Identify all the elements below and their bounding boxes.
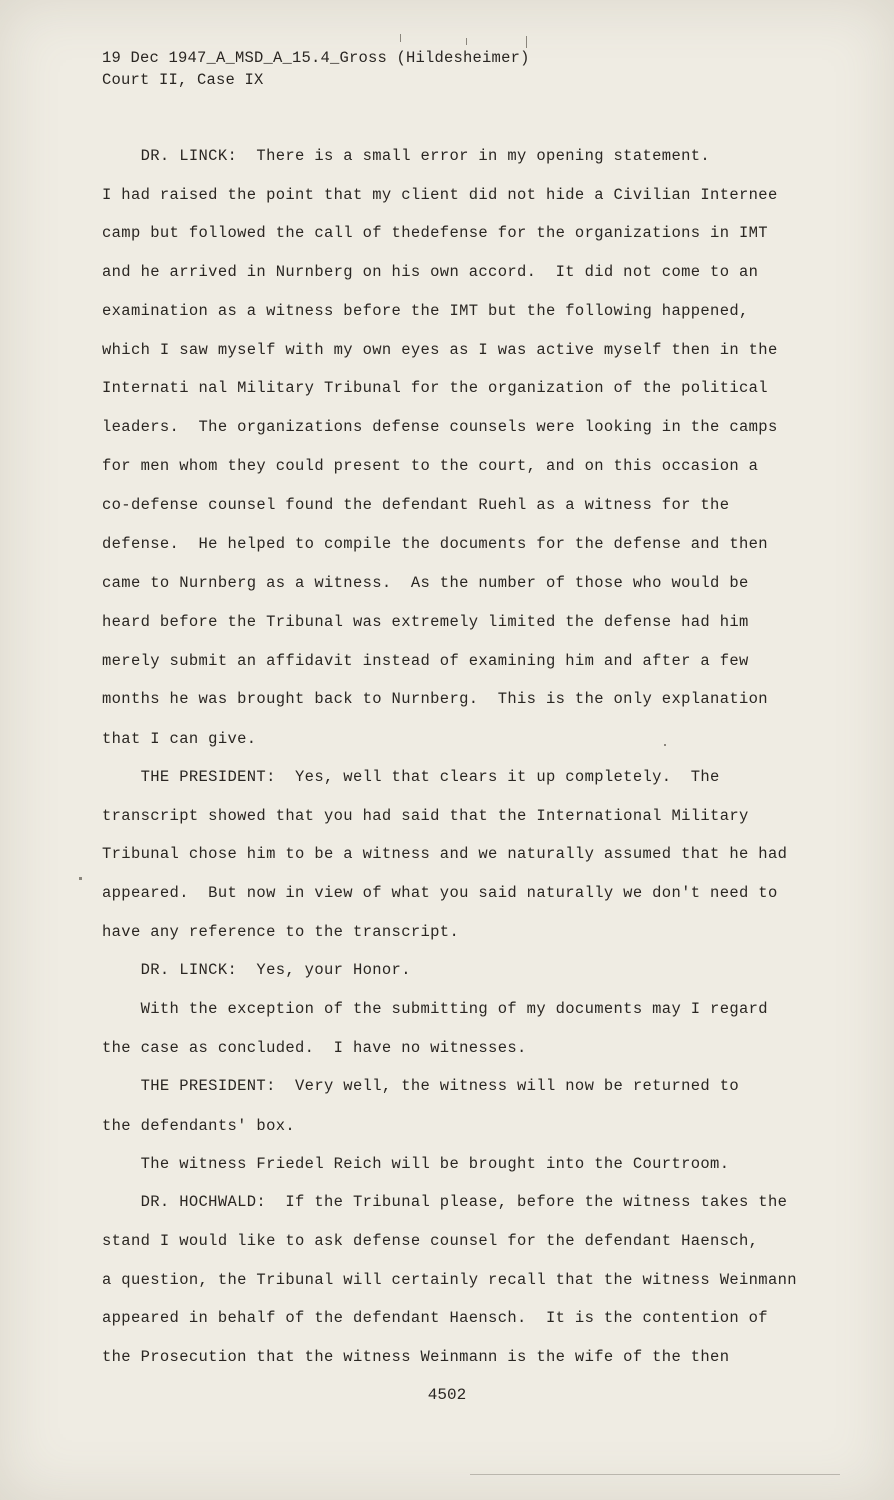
pencil-tick-mark [526,36,527,48]
body-line: stand I would like to ask defense counsel for the defendant Haensch, [102,1232,759,1250]
body-line: the Prosecution that the witness Weinmann is the wife of the then [102,1348,730,1366]
body-line: transcript showed that you had said that the International Military [102,807,749,825]
body-line: THE PRESIDENT: Yes, well that clears it up completely. The [102,768,720,786]
body-line: which I saw myself with my own eyes as I was active myself then in the [102,341,778,359]
body-line: DR. LINCK: Yes, your Honor. [102,961,411,979]
stray-dot-mark [79,877,82,880]
body-line: a question, the Tribunal will certainly recall that the witness Weinmann [102,1271,797,1289]
body-line: merely submit an affidavit instead of examining him and after a few [102,652,749,670]
body-line: camp but followed the call of thedefense for the organizations in IMT [102,224,768,242]
body-line: co-defense counsel found the defendant Ruehl as a witness for the [102,496,730,514]
body-line: DR. LINCK: There is a small error in my opening statement. [102,147,711,165]
body-line: that I can give. [102,730,257,748]
body-line: leaders. The organizations defense counsels were looking in the camps [102,418,778,436]
body-line: for men whom they could present to the court, and on this occasion a [102,457,759,475]
body-line: I had raised the point that my client did not hide a Civilian Internee [102,186,778,204]
body-line: came to Nurnberg as a witness. As the number of those who would be [102,574,749,592]
body-line: defense. He helped to compile the documents for the defense and then [102,535,768,553]
body-line: DR. HOCHWALD: If the Tribunal please, before the witness takes the [102,1193,788,1211]
pencil-tick-mark [400,34,401,42]
body-line: appeared in behalf of the defendant Haensch. It is the contention of [102,1309,768,1327]
body-line: the defendants' box. [102,1117,296,1135]
body-line: The witness Friedel Reich will be brought into the Courtroom. [102,1155,730,1173]
pencil-tick-mark [466,38,467,45]
body-line: THE PRESIDENT: Very well, the witness will now be returned to [102,1077,739,1095]
body-line: months he was brought back to Nurnberg. This is the only explanation [102,690,768,708]
body-line: Internati nal Military Tribunal for the organization of the political [102,379,768,397]
header-court-case: Court II, Case IX [102,71,264,89]
body-line: appeared. But now in view of what you said naturally we don't need to [102,884,778,902]
body-line: the case as concluded. I have no witnesses. [102,1039,527,1057]
body-line: Tribunal chose him to be a witness and we naturally assumed that he had [102,845,788,863]
body-line: examination as a witness before the IMT but the following happened, [102,302,749,320]
body-line: With the exception of the submitting of my documents may I regard [102,1000,768,1018]
header-reference: 19 Dec 1947_A_MSD_A_15.4_Gross (Hildesheimer) [102,49,530,67]
body-line: have any reference to the transcript. [102,923,460,941]
stray-dot-mark [664,744,666,746]
body-line: and he arrived in Nurnberg on his own accord. It did not come to an [102,263,759,281]
body-line: heard before the Tribunal was extremely limited the defense had him [102,613,749,631]
bottom-rule-mark [470,1474,840,1475]
page-number: 4502 [427,1386,467,1404]
